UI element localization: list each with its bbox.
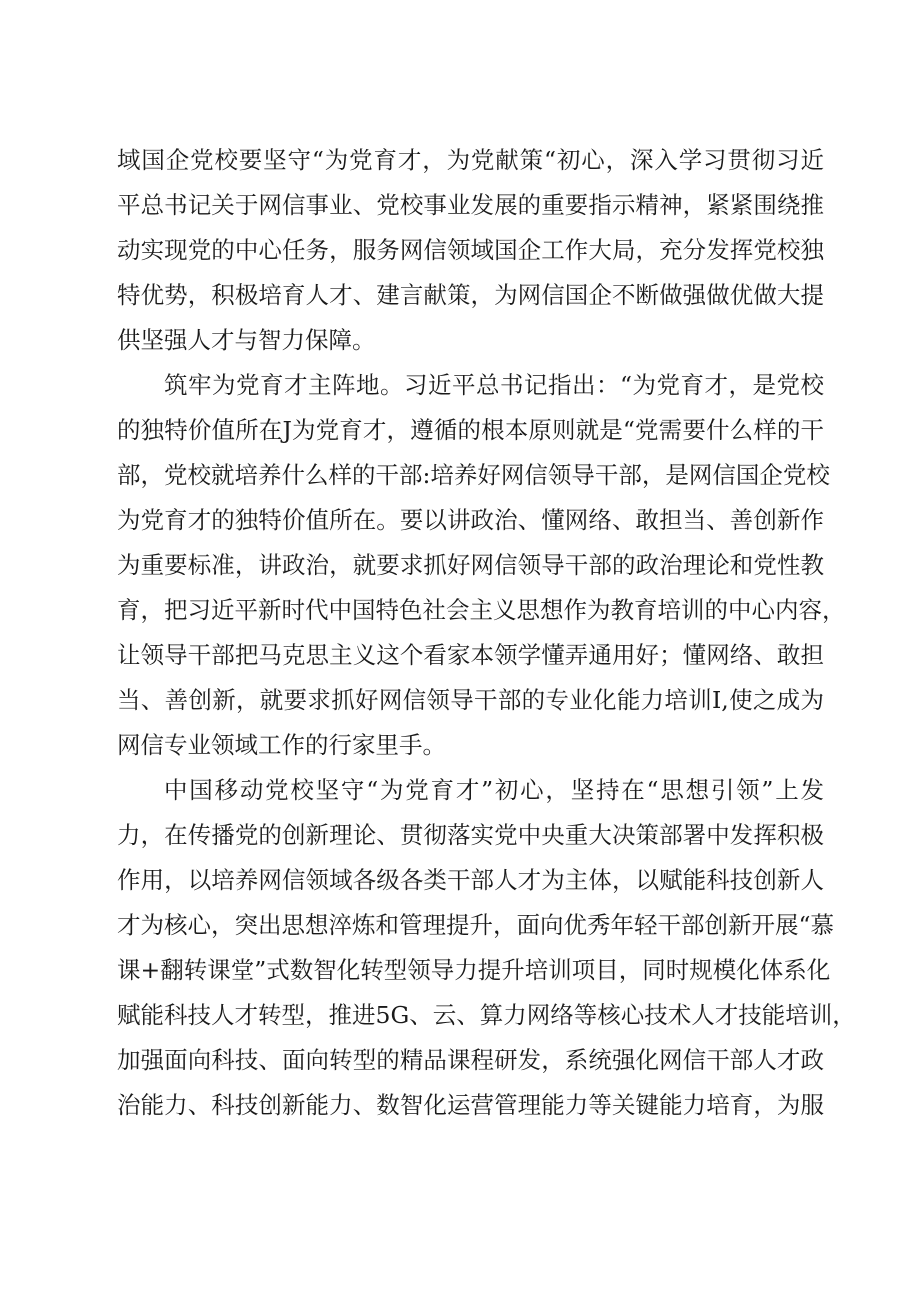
text-line: 动实现党的中心任务，服务网信领域国企工作大局，充分发挥党校独 bbox=[117, 236, 824, 264]
paragraph-2 bbox=[117, 363, 846, 768]
text-line: 部，党校就培养什么样的干部:培养好网信领导干部，是网信国企党校 bbox=[117, 461, 830, 489]
document-body bbox=[117, 138, 856, 1128]
text-line: 中国移动党校坚守“为党育才”初心，坚持在“思想引领”上发 bbox=[164, 776, 824, 804]
text-line: 育，把习近平新时代中国特色社会主义思想作为教育培训的中心内容， bbox=[117, 596, 846, 624]
text-line: 为党育才的独特价值所在。要以讲政治、懂网络、敢担当、善创新作 bbox=[117, 506, 824, 534]
text-line: 为重要标准，讲政治，就要求抓好网信领导干部的政治理论和党性教 bbox=[117, 551, 824, 579]
paragraph-1 bbox=[117, 138, 824, 363]
text-line: 加强面向科技、面向转型的精品课程研发，系统强化网信干部人才政 bbox=[117, 1046, 824, 1074]
text-line: 当、善创新，就要求抓好网信领导干部的专业化能力培训I,使之成为 bbox=[117, 686, 824, 714]
text-line: 治能力、科技创新能力、数智化运营管理能力等关键能力培育，为服 bbox=[117, 1091, 824, 1119]
text-line: 供坚强人才与智力保障。 bbox=[117, 326, 376, 354]
text-line: 域国企党校要坚守“为党育才，为党献策“初心，深入学习贯彻习近 bbox=[117, 146, 824, 174]
text-line: 网信专业领域工作的行家里手。 bbox=[117, 731, 446, 759]
text-line: 让领导干部把马克思主义这个看家本领学懂弄通用好；懂网络、敢担 bbox=[117, 641, 824, 669]
text-line: 课+翻转课堂”式数智化转型领导力提升培训项目，同时规模化体系化 bbox=[117, 956, 831, 984]
text-line: 特优势，积极培育人才、建言献策，为网信国企不断做强做优做大提 bbox=[117, 281, 824, 309]
text-line: 筑牢为党育才主阵地。习近平总书记指出：“为党育才，是党校 bbox=[164, 371, 824, 399]
paragraph-3 bbox=[117, 768, 856, 1128]
text-line: 平总书记关于网信事业、党校事业发展的重要指示精神，紧紧围绕推 bbox=[117, 191, 824, 219]
text-line: 作用，以培养网信领域各级各类干部人才为主体，以赋能科技创新人 bbox=[117, 866, 824, 894]
text-line: 才为核心，突出思想淬炼和管理提升，面向优秀年轻干部创新开展“慕 bbox=[117, 911, 835, 939]
text-line: 的独特价值所在J为党育才，遵循的根本原则就是“党需要什么样的干 bbox=[117, 416, 824, 444]
text-line: 力，在传播党的创新理论、贯彻落实党中央重大决策部署中发挥积极 bbox=[117, 821, 824, 849]
text-line: 赋能科技人才转型，推进5G、云、算力网络等核心技术人才技能培训， bbox=[117, 1001, 856, 1029]
